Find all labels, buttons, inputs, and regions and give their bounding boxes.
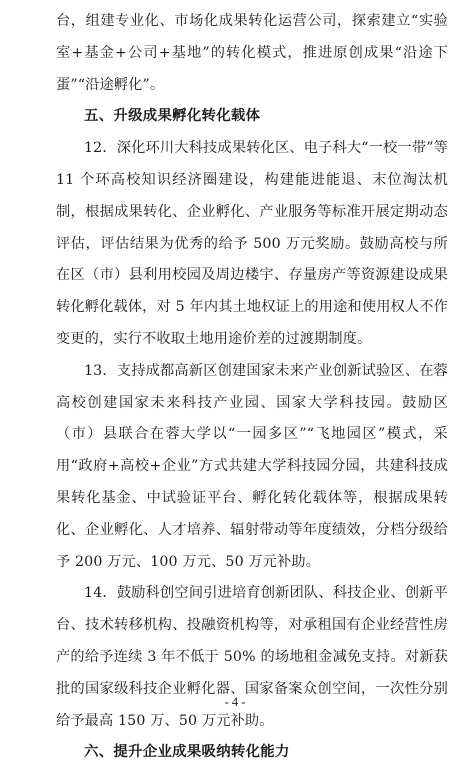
paragraph-continuation: 台，组建专业化、市场化成果转化运营公司，探索建立“实验室+基金+公司+基地”的转化模式，推进原创成果“沿途下蛋”“沿途孵化”。 (56, 13, 448, 93)
paragraph-item-12: 12．深化环川大科技成果转化区、电子科大“一校一带”等 11 个环高校知识经济圈建设，构建能进能退、末位淘汰机制，根据成果转化、企业孵化、产业服务等标准开展定期动态评估，评估结果为优秀的给予 500 万元奖励。鼓励高校与所在区（市）县利用校园及周边楼宇、存量房产等资源建设成果转化孵化载体，对 5 年内其土地权证上的用途和使用权人不作变更的，实行不收取土地用途价差的过渡期制度。 (56, 140, 448, 347)
paragraph-item-14: 14．鼓励科创空间引进培育创新团队、科技企业、创新平台、技术转移机构、投融资机构等，对承租国有企业经营性房产的给予连续 3 年不低于 50% 的场地租金减免支持。对新获批的国家级科技企业孵化器、国家备案众创空间，一次性分别给予最高 150 万、50 万元补助。 (56, 585, 448, 729)
section-heading-5: 五、升级成果孵化转化载体 (84, 108, 261, 125)
document-body (56, 6, 448, 769)
page-number: - 4 - (224, 695, 246, 709)
paragraph-item-13: 13．支持成都高新区创建国家未来产业创新试验区、在蓉高校创建国家未来科技产业园、国家大学科技园。鼓励区（市）县联合在蓉大学以“一园多区”“飞地园区”模式，采用“政府+高校+企业”方式共建大学科技园分园，共建科技成果转化基金、中试验证平台、孵化转化载体等，根据成果转化、企业孵化、人才培养、辐射带动等年度绩效，分档分级给予 200 万元、100 万元、50 万元补助。 (56, 362, 448, 570)
section-heading-6: 六、提升企业成果吸纳转化能力 (84, 744, 290, 761)
